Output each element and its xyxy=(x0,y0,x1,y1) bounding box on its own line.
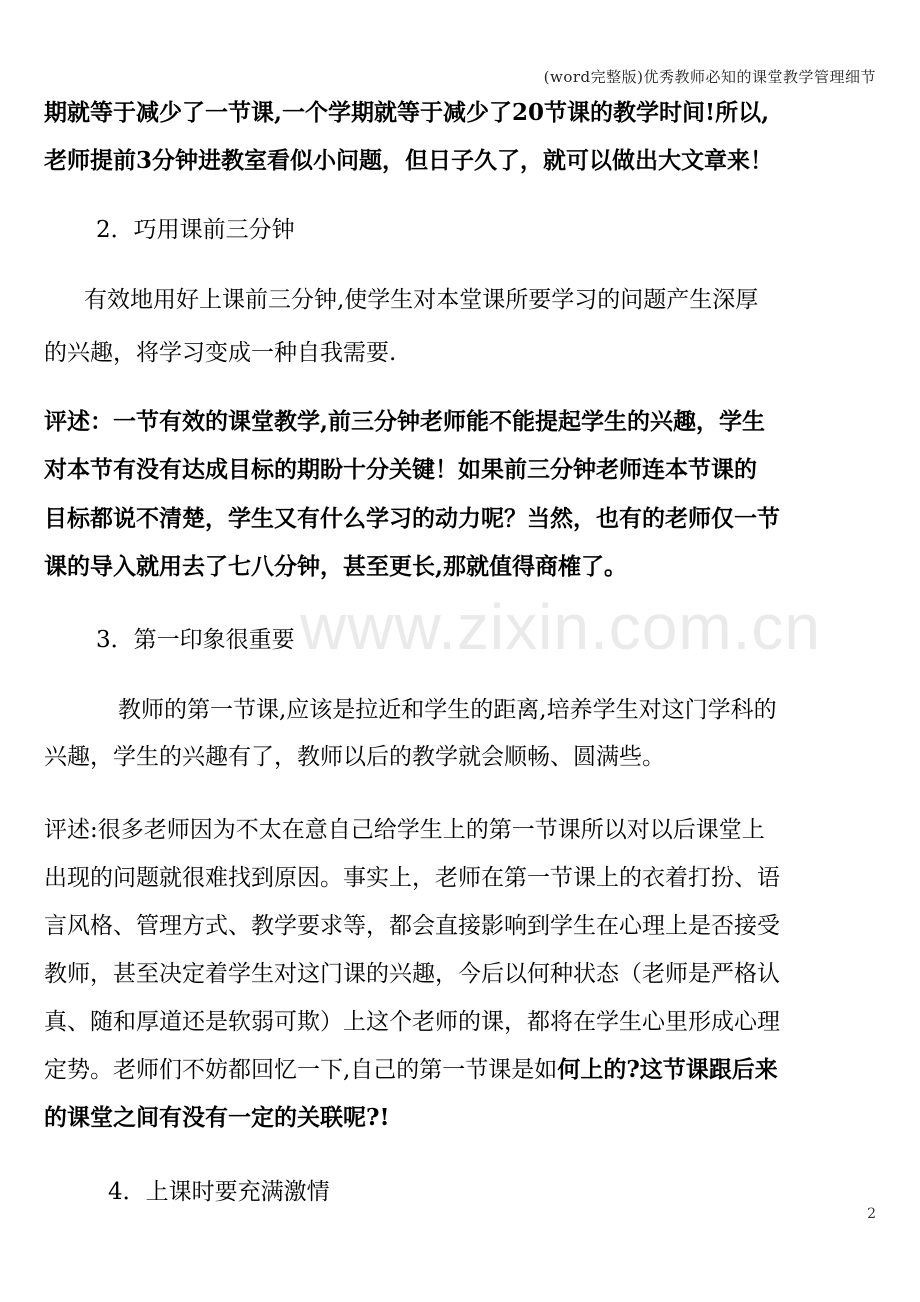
comment-line: 目标都说不清楚，学生又有什么学习的动力呢？当然，也有的老师仅一节 xyxy=(44,505,780,532)
watermark: www.zixin.com.cn xyxy=(300,591,821,663)
paragraph-line: 期就等于减少了一节课,一个学期就等于减少了20节课的教学时间!所以, xyxy=(44,99,770,126)
comment-line: 出现的问题就很难找到原因。事实上，老师在第一节课上的衣着打扮、语 xyxy=(44,865,780,891)
comment-line: 言风格、管理方式、教学要求等，都会直接影响到学生在心理上是否接受 xyxy=(44,913,780,939)
comment-text-bold: 何上的?这节课跟后来 xyxy=(557,1056,778,1083)
comment-line: 评述:很多老师因为不太在意自己给学生上的第一节课所以对以后课堂上 xyxy=(44,817,765,843)
page-number: 2 xyxy=(867,1206,876,1222)
paragraph-line: 的兴趣，将学习变成一种自我需要. xyxy=(44,340,397,366)
comment-text: 定势。老师们不妨都回忆一下,自己的第一节课是如 xyxy=(44,1057,558,1083)
paragraph-line: 老师提前3分钟进教室看似小问题，但日子久了，就可以做出大文章来！ xyxy=(44,147,774,174)
comment-line: 真、随和厚道还是软弱可欺）上这个老师的课，都将在学生心里形成心理 xyxy=(44,1009,780,1035)
section-heading: 3．第一印象很重要 xyxy=(96,627,295,653)
comment-line: 对本节有没有达成目标的期盼十分关键！如果前三分钟老师连本节课的 xyxy=(44,456,757,483)
paragraph-line: 教师的第一节课,应该是拉近和学生的距离,培养学生对这门学科的 xyxy=(118,697,777,723)
comment-line: 的课堂之间有没有一定的关联呢?! xyxy=(44,1104,390,1131)
document-header: (word完整版)优秀教师必知的课堂教学管理细节 xyxy=(543,68,876,86)
comment-line: 评述：一节有效的课堂教学,前三分钟老师能不能提起学生的兴趣，学生 xyxy=(44,408,766,435)
paragraph-line: 兴趣，学生的兴趣有了，教师以后的教学就会顺畅、圆满些。 xyxy=(44,744,665,770)
section-heading: 4．上课时要充满激情 xyxy=(108,1179,330,1205)
comment-line: 课的导入就用去了七八分钟，甚至更长,那就值得商榷了。 xyxy=(44,553,628,580)
paragraph-line: 有效地用好上课前三分钟,使学生对本堂课所要学习的问题产生深厚 xyxy=(84,287,759,313)
comment-line: 教师，甚至决定着学生对这门课的兴趣，今后以何种状态（老师是严格认 xyxy=(44,961,780,987)
comment-line xyxy=(44,1053,778,1087)
section-heading: 2．巧用课前三分钟 xyxy=(96,217,295,243)
